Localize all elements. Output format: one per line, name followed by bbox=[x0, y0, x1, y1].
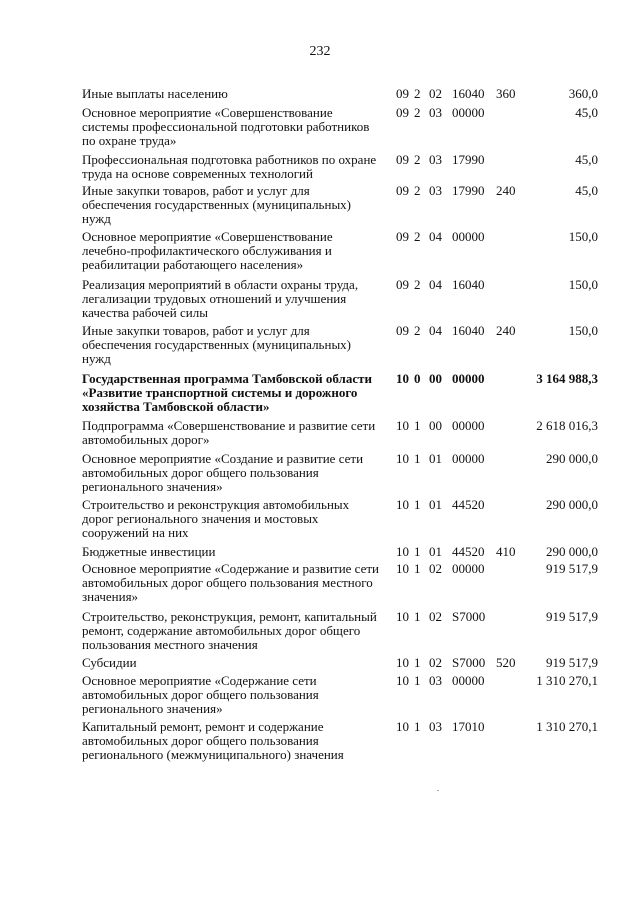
code-program: 09 bbox=[396, 323, 409, 338]
amount: 150,0 bbox=[568, 277, 598, 292]
code-program: 09 bbox=[396, 183, 409, 198]
amount: 919 517,9 bbox=[546, 561, 598, 576]
row-name: Иные закупки товаров, работ и услуг для обеспечения государственных (муниципальных) нужд bbox=[82, 183, 352, 226]
code-direction: 00000 bbox=[452, 229, 485, 244]
code-program: 10 bbox=[396, 418, 409, 433]
code-program: 09 bbox=[396, 229, 409, 244]
code-direction: 44520 bbox=[452, 544, 485, 559]
code-subprogram: 1 bbox=[414, 561, 421, 576]
code-program: 10 bbox=[396, 371, 409, 386]
amount: 45,0 bbox=[575, 152, 598, 167]
code-direction: 00000 bbox=[452, 673, 485, 688]
code-program: 09 bbox=[396, 86, 409, 101]
code-direction: 44520 bbox=[452, 497, 485, 512]
code-activity: 03 bbox=[429, 105, 442, 120]
code-subprogram: 2 bbox=[414, 152, 421, 167]
code-program: 10 bbox=[396, 655, 409, 670]
code-direction: S7000 bbox=[452, 609, 486, 624]
code-direction: 17990 bbox=[452, 152, 485, 167]
table-row bbox=[82, 230, 602, 272]
code-subprogram: 2 bbox=[414, 277, 421, 292]
code-activity: 00 bbox=[429, 371, 442, 386]
code-subprogram: 1 bbox=[414, 497, 421, 512]
code-program: 10 bbox=[396, 544, 409, 559]
table-row bbox=[82, 106, 602, 148]
code-direction: 00000 bbox=[452, 418, 485, 433]
code-subprogram: 2 bbox=[414, 229, 421, 244]
table-row bbox=[82, 87, 602, 101]
code-activity: 04 bbox=[429, 277, 442, 292]
table-row bbox=[82, 452, 602, 494]
scan-speck bbox=[437, 790, 439, 791]
amount: 290 000,0 bbox=[546, 544, 598, 559]
code-activity: 01 bbox=[429, 497, 442, 512]
code-subprogram: 1 bbox=[414, 451, 421, 466]
table-row bbox=[82, 674, 602, 716]
code-activity: 03 bbox=[429, 183, 442, 198]
table-row bbox=[82, 419, 602, 447]
row-name: Основное мероприятие «Содержание сети автомобильных дорог общего пользования регионального значения» bbox=[82, 673, 319, 716]
table-row bbox=[82, 184, 602, 226]
code-subprogram: 1 bbox=[414, 719, 421, 734]
code-direction: 00000 bbox=[452, 105, 485, 120]
row-name: Основное мероприятие «Совершенствование системы профессиональной подготовки работников по охране труда» bbox=[82, 105, 370, 148]
code-expense-type: 410 bbox=[496, 544, 516, 559]
table-row bbox=[82, 720, 602, 762]
code-expense-type: 240 bbox=[496, 323, 516, 338]
code-activity: 04 bbox=[429, 229, 442, 244]
code-activity: 02 bbox=[429, 561, 442, 576]
row-name: Основное мероприятие «Создание и развитие сети автомобильных дорог общего пользования регионального значения» bbox=[82, 451, 364, 494]
code-expense-type: 360 bbox=[496, 86, 516, 101]
row-name: Основное мероприятие «Совершенствование лечебно-профилактического обслуживания и реабилитации работающего населения» bbox=[82, 229, 333, 272]
code-subprogram: 2 bbox=[414, 105, 421, 120]
table-row bbox=[82, 278, 602, 320]
amount: 45,0 bbox=[575, 183, 598, 198]
code-direction: 00000 bbox=[452, 371, 485, 386]
page-number: 232 bbox=[309, 44, 331, 59]
code-activity: 02 bbox=[429, 609, 442, 624]
code-activity: 03 bbox=[429, 673, 442, 688]
code-activity: 03 bbox=[429, 719, 442, 734]
table-row bbox=[82, 498, 602, 540]
code-activity: 02 bbox=[429, 655, 442, 670]
table-row bbox=[82, 610, 602, 652]
code-subprogram: 0 bbox=[414, 371, 421, 386]
row-name: Иные закупки товаров, работ и услуг для обеспечения государственных (муниципальных) нужд bbox=[82, 323, 352, 366]
table-row bbox=[82, 545, 602, 559]
code-activity: 03 bbox=[429, 152, 442, 167]
code-direction: 17990 bbox=[452, 183, 485, 198]
amount: 919 517,9 bbox=[546, 655, 598, 670]
code-subprogram: 1 bbox=[414, 673, 421, 688]
table-row bbox=[82, 562, 602, 604]
code-subprogram: 1 bbox=[414, 609, 421, 624]
row-name: Капитальный ремонт, ремонт и содержание автомобильных дорог общего пользования регионального (межмуниципального) значения bbox=[82, 719, 344, 762]
code-direction: 00000 bbox=[452, 561, 485, 576]
code-direction: 17010 bbox=[452, 719, 485, 734]
code-subprogram: 2 bbox=[414, 86, 421, 101]
amount: 290 000,0 bbox=[546, 497, 598, 512]
code-expense-type: 240 bbox=[496, 183, 516, 198]
code-activity: 02 bbox=[429, 86, 442, 101]
table-row bbox=[82, 372, 602, 414]
code-subprogram: 1 bbox=[414, 418, 421, 433]
amount: 45,0 bbox=[575, 105, 598, 120]
row-name: Строительство, реконструкция, ремонт, капитальный ремонт, содержание автомобильных дорог общего пользования местного значения bbox=[82, 609, 377, 652]
amount: 1 310 270,1 bbox=[536, 673, 598, 688]
code-program: 10 bbox=[396, 561, 409, 576]
amount: 3 164 988,3 bbox=[536, 371, 598, 386]
budget-table bbox=[82, 83, 602, 762]
table-row bbox=[82, 153, 602, 181]
row-name: Реализация мероприятий в области охраны труда, легализации трудовых отношений и улучшения качества рабочей силы bbox=[82, 277, 359, 320]
amount: 919 517,9 bbox=[546, 609, 598, 624]
code-program: 10 bbox=[396, 673, 409, 688]
code-direction: 16040 bbox=[452, 323, 485, 338]
code-program: 10 bbox=[396, 451, 409, 466]
code-subprogram: 2 bbox=[414, 183, 421, 198]
row-name: Строительство и реконструкция автомобильных дорог регионального значения и мостовых сооружений на них bbox=[82, 497, 350, 540]
amount: 2 618 016,3 bbox=[536, 418, 598, 433]
code-expense-type: 520 bbox=[496, 655, 516, 670]
row-name: Профессиональная подготовка работников по охране труда на основе современных технологий bbox=[82, 152, 377, 181]
row-name: Бюджетные инвестиции bbox=[82, 544, 216, 559]
code-direction: 16040 bbox=[452, 277, 485, 292]
code-program: 10 bbox=[396, 609, 409, 624]
code-direction: 00000 bbox=[452, 451, 485, 466]
row-name: Подпрограмма «Совершенствование и развитие сети автомобильных дорог» bbox=[82, 418, 376, 447]
amount: 150,0 bbox=[568, 229, 598, 244]
code-activity: 04 bbox=[429, 323, 442, 338]
amount: 150,0 bbox=[568, 323, 598, 338]
code-direction: S7000 bbox=[452, 655, 486, 670]
row-name: Государственная программа Тамбовской области «Развитие транспортной системы и дорожного хозяйства Тамбовской области» bbox=[82, 371, 372, 414]
code-program: 10 bbox=[396, 497, 409, 512]
code-subprogram: 1 bbox=[414, 655, 421, 670]
amount: 290 000,0 bbox=[546, 451, 598, 466]
code-subprogram: 1 bbox=[414, 544, 421, 559]
amount: 360,0 bbox=[568, 86, 598, 101]
code-activity: 00 bbox=[429, 418, 442, 433]
row-name: Основное мероприятие «Содержание и развитие сети автомобильных дорог общего пользования местного значения» bbox=[82, 561, 380, 604]
amount: 1 310 270,1 bbox=[536, 719, 598, 734]
row-name: Субсидии bbox=[82, 655, 137, 670]
table-row bbox=[82, 656, 602, 670]
code-program: 09 bbox=[396, 105, 409, 120]
code-direction: 16040 bbox=[452, 86, 485, 101]
code-program: 09 bbox=[396, 152, 409, 167]
code-program: 10 bbox=[396, 719, 409, 734]
code-activity: 01 bbox=[429, 451, 442, 466]
code-subprogram: 2 bbox=[414, 323, 421, 338]
code-program: 09 bbox=[396, 277, 409, 292]
code-activity: 01 bbox=[429, 544, 442, 559]
table-row bbox=[82, 324, 602, 366]
row-name: Иные выплаты населению bbox=[82, 86, 228, 101]
